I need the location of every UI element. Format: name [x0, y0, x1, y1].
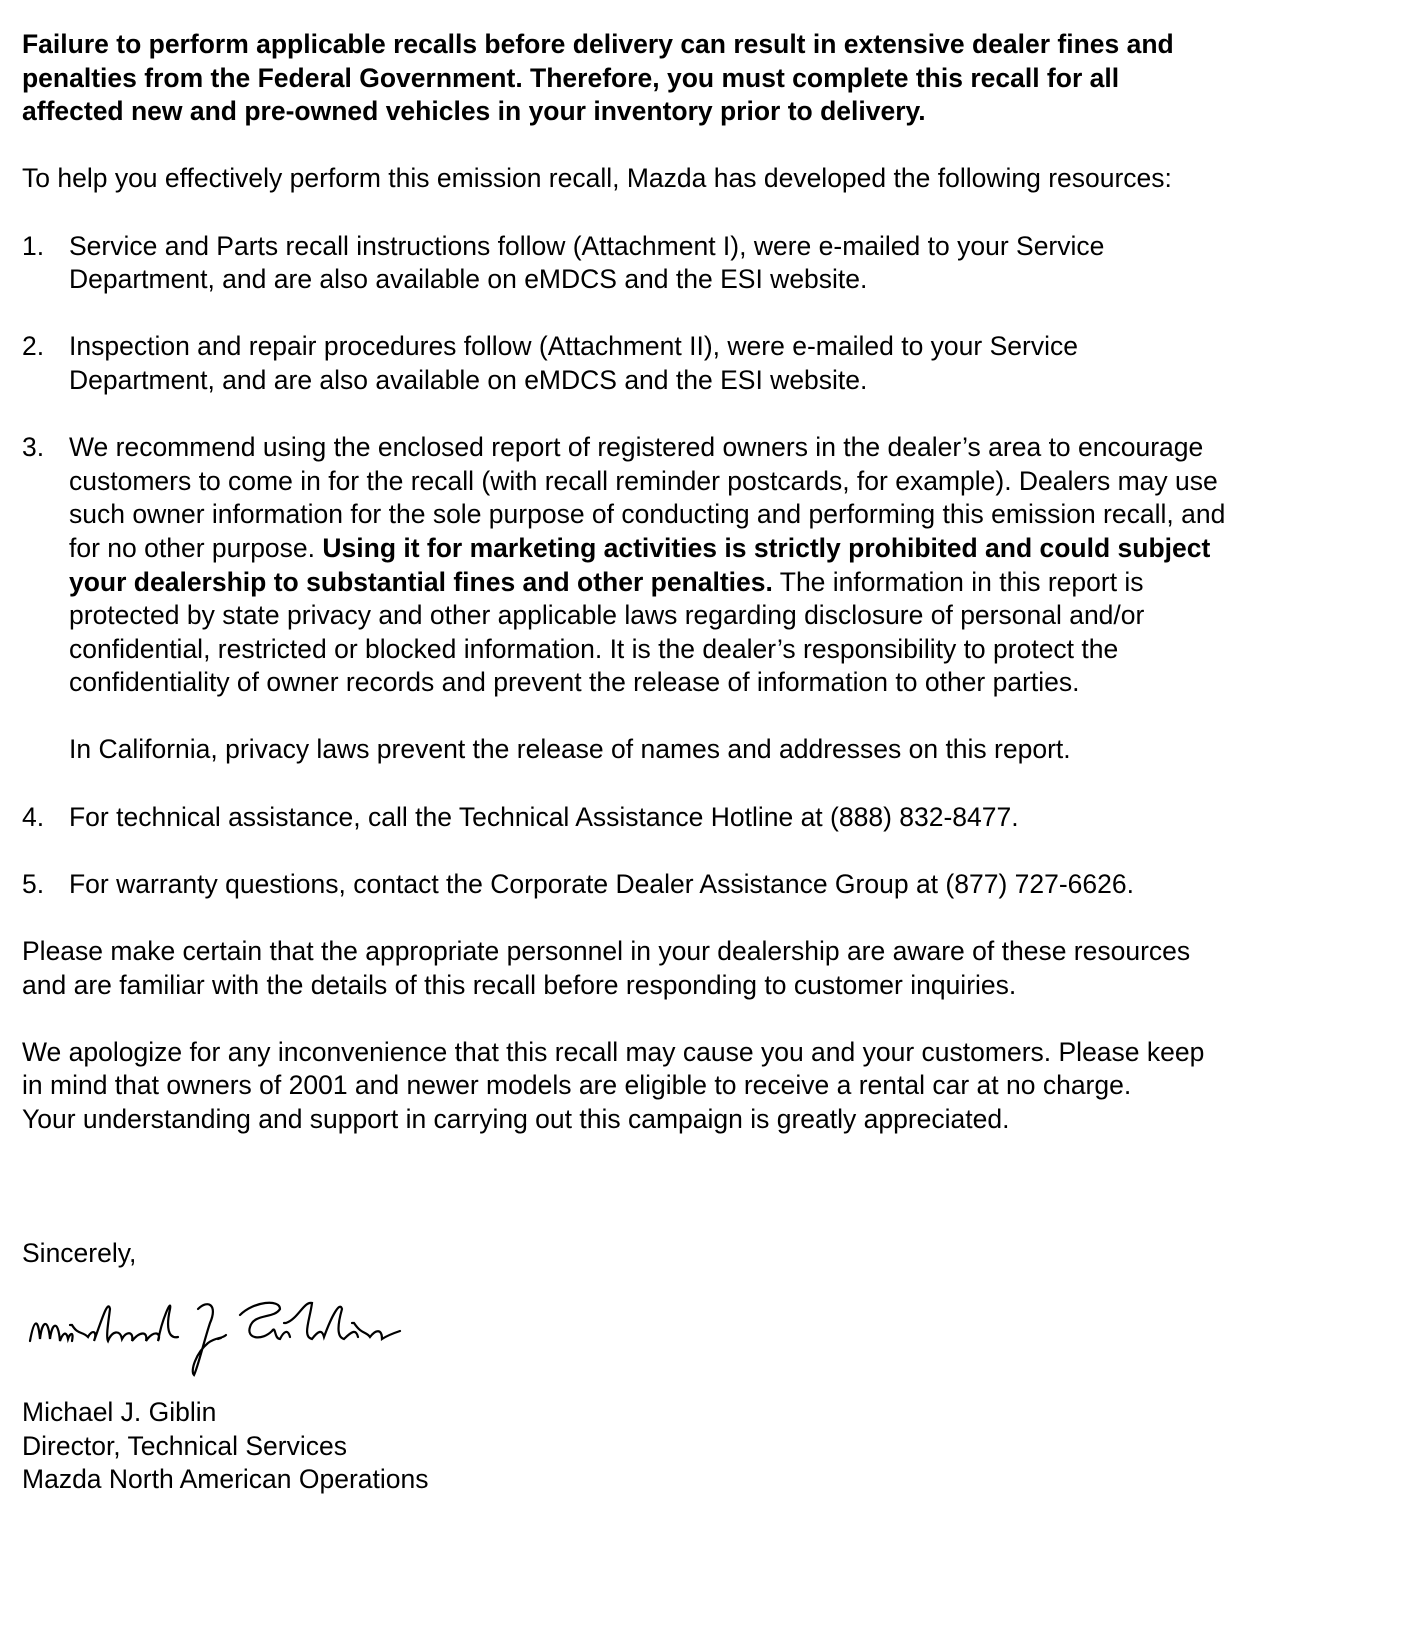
sign-off: Sincerely,	[22, 1238, 137, 1269]
text-line: We apologize for any inconvenience that this recall may cause you and your customers. Please keep	[22, 1036, 1205, 1067]
text-line	[69, 431, 1392, 465]
warning-paragraph	[22, 28, 1392, 129]
paragraph-gap	[22, 901, 1392, 935]
list-item-number: 3.	[22, 432, 45, 463]
list-item	[22, 431, 1392, 767]
text-segment: For warranty questions, contact the Corporate Dealer Assistance Group at (877) 727-6626.	[69, 868, 1134, 899]
letter-body	[22, 28, 1392, 1497]
text-line	[69, 263, 1392, 297]
list-item	[22, 801, 1392, 835]
text-line	[69, 633, 1392, 667]
text-line	[69, 868, 1392, 902]
paragraph-gap	[69, 700, 1392, 734]
text-line: and are familiar with the details of this recall before responding to customer inquiries.	[22, 969, 1017, 1000]
intro-paragraph	[22, 162, 1392, 196]
closing-paragraph-2	[22, 1036, 1392, 1137]
text-segment: customers to come in for the recall (with recall reminder postcards, for example). Dealers may use	[69, 465, 1218, 496]
text-line	[69, 498, 1392, 532]
paragraph-gap	[22, 398, 1392, 432]
text-segment: for no other purpose.	[69, 532, 323, 563]
text-segment: In California, privacy laws prevent the release of names and addresses on this report.	[69, 734, 1071, 765]
signer-organization: Mazda North American Operations	[22, 1464, 429, 1495]
text-segment: Inspection and repair procedures follow (Attachment II), were e-mailed to your Service	[69, 331, 1078, 362]
text-line	[69, 666, 1392, 700]
paragraph-gap	[22, 767, 1392, 801]
text-segment: protected by state privacy and other applicable laws regarding disclosure of personal and/or	[69, 600, 1145, 631]
text-segment: confidentiality of owner records and prevent the release of information to other parties.	[69, 667, 1080, 698]
text-line: affected new and pre-owned vehicles in your inventory prior to delivery.	[22, 96, 926, 127]
list-item	[22, 330, 1392, 397]
text-segment: Department, and are also available on eMDCS and the ESI website.	[69, 264, 868, 295]
text-line: penalties from the Federal Government. Therefore, you must complete this recall for all	[22, 62, 1120, 93]
list-item-number: 1.	[22, 230, 45, 261]
text-line	[69, 230, 1392, 264]
text-segment: For technical assistance, call the Technical Assistance Hotline at (888) 832-8477.	[69, 801, 1019, 832]
text-line	[69, 465, 1392, 499]
text-line: To help you effectively perform this emission recall, Mazda has developed the following resources:	[22, 163, 1172, 194]
bold-text: Using it for marketing activities is strictly prohibited and could subject	[322, 532, 1211, 563]
list-item-number: 2.	[22, 331, 45, 362]
closing-paragraph-1	[22, 935, 1392, 1002]
text-line	[69, 599, 1392, 633]
bold-text: your dealership to substantial fines and other penalties.	[69, 566, 773, 597]
signer-name: Michael J. Giblin	[22, 1396, 217, 1427]
text-line: Failure to perform applicable recalls before delivery can result in extensive dealer fines and	[22, 29, 1174, 59]
text-segment: Service and Parts recall instructions follow (Attachment I), were e-mailed to your Service	[69, 230, 1105, 261]
list-item	[22, 868, 1392, 902]
handwritten-signature-image	[22, 1279, 502, 1379]
text-segment: Department, and are also available on eMDCS and the ESI website.	[69, 364, 868, 395]
text-segment: We recommend using the enclosed report of registered owners in the dealer’s area to encourage	[69, 432, 1204, 463]
text-segment: The information in this report is	[772, 566, 1144, 597]
signer-title: Director, Technical Services	[22, 1430, 348, 1461]
text-line: in mind that owners of 2001 and newer models are eligible to receive a rental car at no charge.	[22, 1070, 1132, 1101]
signature	[22, 1271, 1392, 1396]
text-line	[69, 566, 1392, 600]
text-line	[69, 532, 1392, 566]
list-item	[22, 230, 1392, 297]
text-segment: confidential, restricted or blocked information. It is the dealer’s responsibility to protect the	[69, 633, 1119, 664]
resource-list	[22, 230, 1392, 935]
text-line: Please make certain that the appropriate personnel in your dealership are aware of these resources	[22, 936, 1191, 967]
text-line: Your understanding and support in carrying out this campaign is greatly appreciated.	[22, 1104, 1010, 1134]
text-line	[69, 364, 1392, 398]
paragraph-gap	[22, 297, 1392, 331]
text-segment: such owner information for the sole purpose of conducting and performing this emission recall, and	[69, 499, 1226, 530]
text-line	[69, 801, 1392, 835]
paragraph-gap	[22, 834, 1392, 868]
text-line	[69, 330, 1392, 364]
list-item-number: 5.	[22, 868, 45, 899]
text-line	[69, 733, 1392, 767]
list-item-number: 4.	[22, 801, 45, 832]
